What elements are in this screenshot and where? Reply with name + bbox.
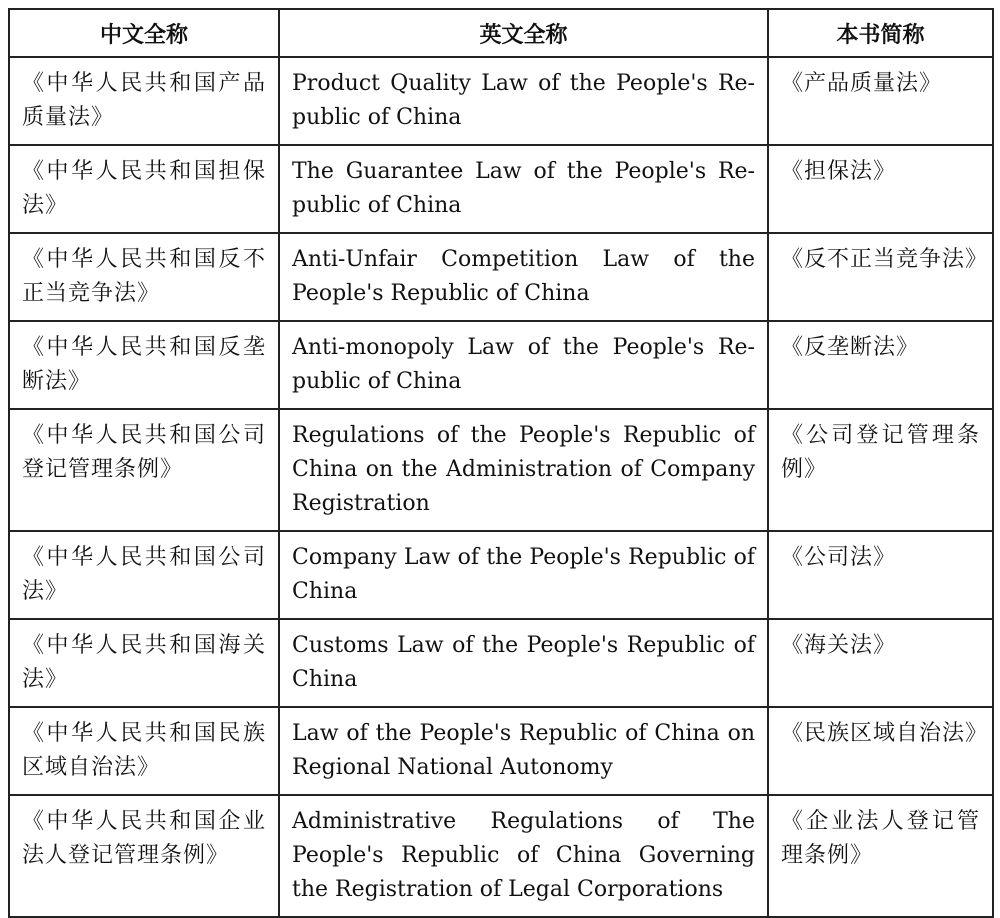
english-full-name-cell: Anti-Unfair Competition Law of the People's Republic of China [279,233,768,321]
english-full-name-cell: The Guarantee Law of the People's Re-public of China [279,145,768,233]
table-row [9,145,993,233]
table-row [9,619,993,707]
chinese-full-name-cell: 《中华人民共和国反不正当竞争法》 [9,233,279,321]
table-row [9,57,993,145]
chinese-full-name-cell: 《中华人民共和国担保法》 [9,145,279,233]
table-row [9,795,993,917]
chinese-full-name-cell: 《中华人民共和国产品质量法》 [9,57,279,145]
law-names-table [8,8,994,918]
abbreviation-cell: 《海关法》 [768,619,993,707]
english-full-name-cell: Regulations of the People's Republic of China on the Administration of Company Registration [279,409,768,531]
abbreviation-cell: 《民族区域自治法》 [768,707,993,795]
abbreviation-cell: 《担保法》 [768,145,993,233]
chinese-full-name-cell: 《中华人民共和国企业法人登记管理条例》 [9,795,279,917]
table-row [9,409,993,531]
table-row [9,531,993,619]
chinese-full-name-cell: 《中华人民共和国海关法》 [9,619,279,707]
table-row [9,321,993,409]
abbreviation-cell: 《公司法》 [768,531,993,619]
abbreviation-cell: 《产品质量法》 [768,57,993,145]
table-row [9,707,993,795]
english-full-name-cell: Customs Law of the People's Republic of China [279,619,768,707]
column-header-abbreviation: 本书简称 [768,9,993,57]
english-full-name-cell: Company Law of the People's Republic of China [279,531,768,619]
chinese-full-name-cell: 《中华人民共和国公司法》 [9,531,279,619]
english-full-name-cell: Administrative Regulations of The People's Republic of China Governing the Registration of Legal Corporations [279,795,768,917]
english-full-name-cell: Product Quality Law of the People's Re-public of China [279,57,768,145]
english-full-name-cell: Anti-monopoly Law of the People's Re-public of China [279,321,768,409]
abbreviation-cell: 《公司登记管理条例》 [768,409,993,531]
chinese-full-name-cell: 《中华人民共和国反垄断法》 [9,321,279,409]
english-full-name-cell: Law of the People's Republic of China on Regional National Autonomy [279,707,768,795]
table-row [9,233,993,321]
column-header-chinese-full-name: 中文全称 [9,9,279,57]
chinese-full-name-cell: 《中华人民共和国公司登记管理条例》 [9,409,279,531]
column-header-english-full-name: 英文全称 [279,9,768,57]
abbreviation-cell: 《反垄断法》 [768,321,993,409]
header-row [9,9,993,57]
abbreviation-cell: 《反不正当竞争法》 [768,233,993,321]
abbreviation-cell: 《企业法人登记管理条例》 [768,795,993,917]
chinese-full-name-cell: 《中华人民共和国民族区域自治法》 [9,707,279,795]
